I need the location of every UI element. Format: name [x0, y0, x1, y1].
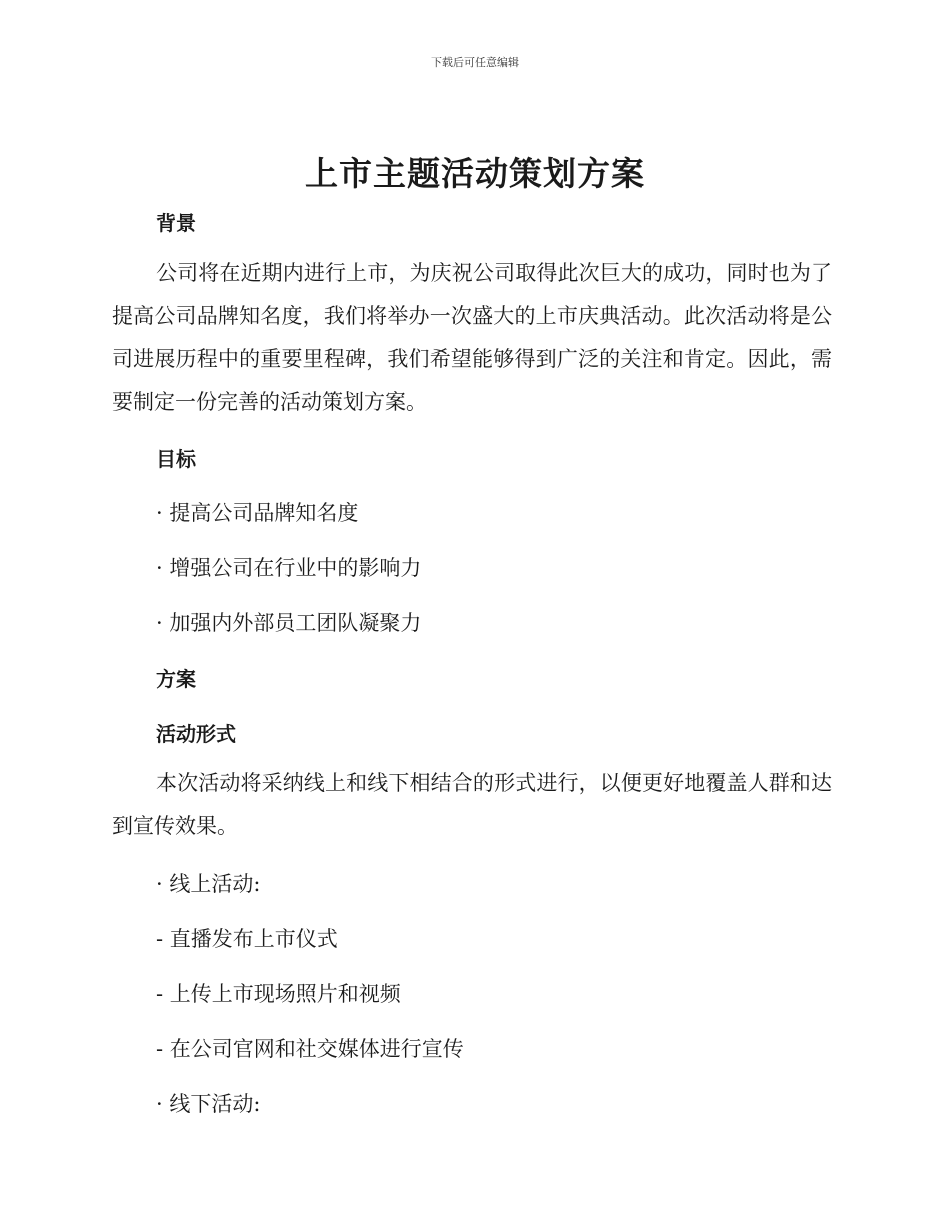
goal-item: · 提高公司品牌知名度 [156, 501, 359, 525]
plan-paragraph: 本次活动将采纳线上和线下相结合的形式进行，以便更好地覆盖人群和达到宣传效果。 [112, 771, 832, 838]
document-title: 上市主题活动策划方案 [305, 154, 645, 193]
offline-label: · 线下活动: [156, 1092, 261, 1116]
goal-item: · 加强内外部员工团队凝聚力 [156, 611, 422, 635]
heading-background: 背景 [156, 211, 196, 235]
goal-item: · 增强公司在行业中的影响力 [156, 556, 422, 580]
online-label: · 线上活动: [156, 872, 261, 896]
header-note: 下载后可任意编辑 [431, 56, 519, 69]
online-item: - 直播发布上市仪式 [156, 927, 338, 951]
background-paragraph: 公司将在近期内进行上市，为庆祝公司取得此次巨大的成功，同时也为了提高公司品牌知名度，我们将举办一次盛大的上市庆典活动。此次活动将是公司进展历程中的重要里程碑，我们希望能够得到广泛的关注和肯定。因此，需要制定一份完善的活动策划方案。 [112, 261, 832, 414]
heading-goals: 目标 [156, 447, 196, 471]
online-item: - 上传上市现场照片和视频 [156, 982, 401, 1006]
online-item: - 在公司官网和社交媒体进行宣传 [156, 1037, 464, 1061]
subheading-activity-form: 活动形式 [156, 722, 236, 746]
heading-plan: 方案 [156, 667, 196, 691]
